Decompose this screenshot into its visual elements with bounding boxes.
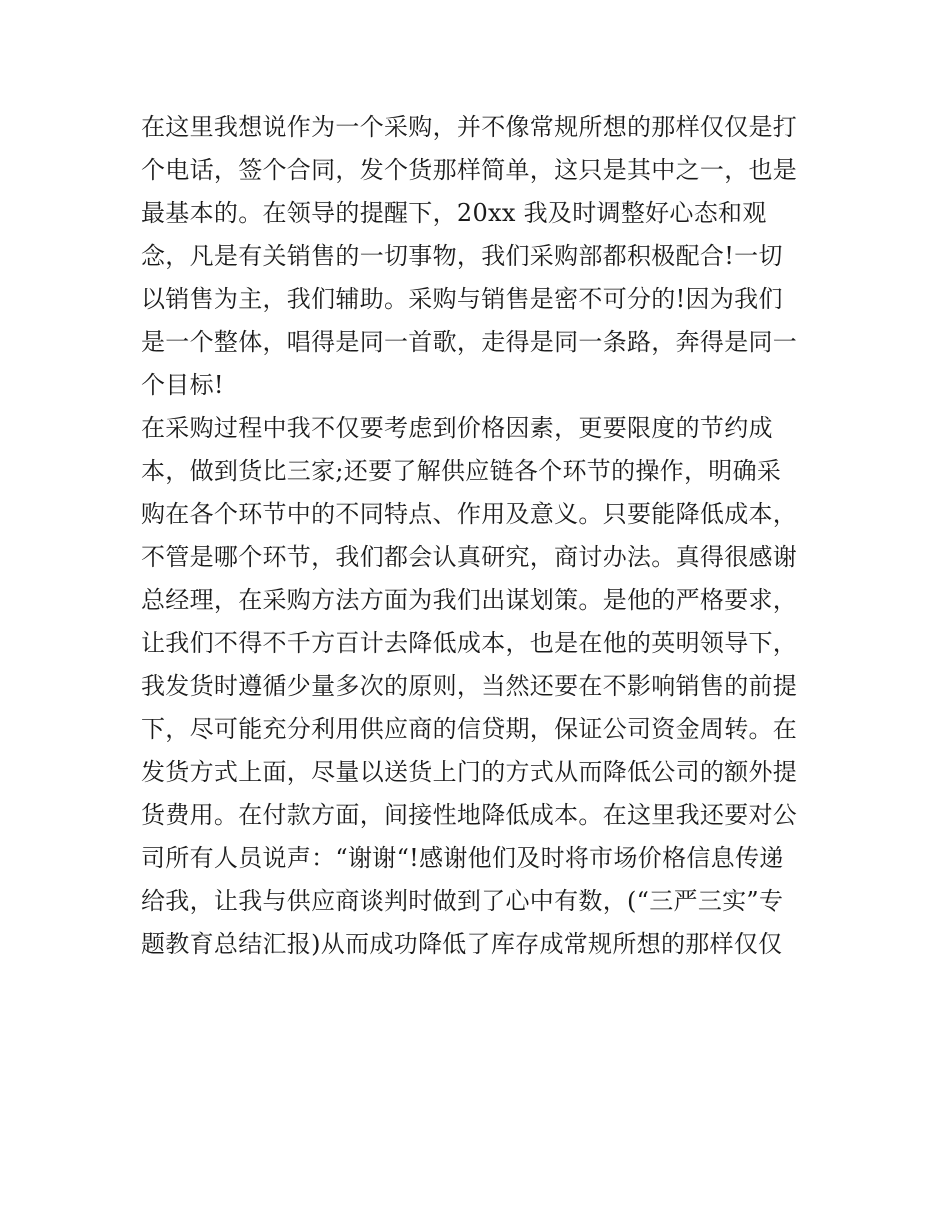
text-line: 在这里我想说作为一个采购，并不像常规所想的那样仅仅是打 bbox=[141, 113, 798, 141]
text-line: 我发货时遵循少量多次的原则，当然还要在不影响销售的前提 bbox=[141, 672, 798, 700]
text-line: 给我，让我与供应商谈判时做到了心中有数，(“三严三实”专 bbox=[141, 887, 784, 915]
text-line: 题教育总结汇报)从而成功降低了库存成常规所想的那样仅仅 bbox=[141, 930, 783, 958]
text-line: 个目标! bbox=[141, 371, 224, 399]
text-line: 发货方式上面，尽量以送货上门的方式从而降低公司的额外提 bbox=[141, 758, 798, 786]
text-line: 个电话，签个合同，发个货那样简单，这只是其中之一，也是 bbox=[141, 156, 798, 184]
text-line: 让我们不得不千方百计去降低成本，也是在他的英明领导下， bbox=[141, 629, 798, 657]
text-line: 下，尽可能充分利用供应商的信贷期，保证公司资金周转。在 bbox=[141, 715, 798, 743]
text-line: 最基本的。在领导的提醒下，20xx 我及时调整好心态和观 bbox=[141, 199, 767, 227]
text-line: 以销售为主，我们辅助。采购与销售是密不可分的!因为我们 bbox=[141, 285, 783, 313]
text-line: 不管是哪个环节，我们都会认真研究，商讨办法。真得很感谢 bbox=[141, 543, 798, 571]
text-line: 本，做到货比三家;还要了解供应链各个环节的操作，明确采 bbox=[141, 457, 782, 485]
text-line: 是一个整体，唱得是同一首歌，走得是同一条路，奔得是同一 bbox=[141, 328, 798, 356]
text-line: 念，凡是有关销售的一切事物，我们采购部都积极配合!一切 bbox=[141, 242, 783, 270]
text-line: 司所有人员说声：“谢谢“!感谢他们及时将市场价格信息传递 bbox=[141, 844, 784, 872]
body-text bbox=[141, 106, 821, 966]
text-line: 购在各个环节中的不同特点、作用及意义。只要能降低成本， bbox=[141, 500, 798, 528]
text-line: 在采购过程中我不仅要考虑到价格因素，更要限度的节约成 bbox=[141, 414, 773, 442]
text-line: 总经理，在采购方法方面为我们出谋划策。是他的严格要求， bbox=[141, 586, 798, 614]
text-line: 货费用。在付款方面，间接性地降低成本。在这里我还要对公 bbox=[141, 801, 798, 829]
